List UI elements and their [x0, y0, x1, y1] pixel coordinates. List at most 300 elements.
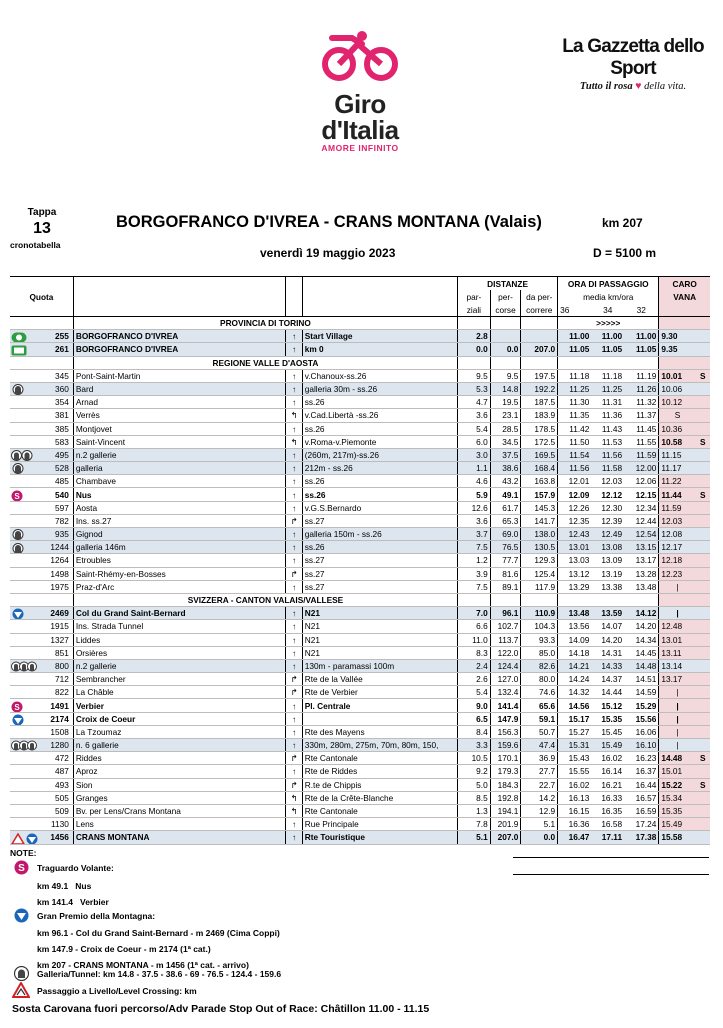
road-cell: ss.26	[302, 541, 457, 554]
covered-km: 179.3	[490, 765, 521, 778]
remaining-km: 187.5	[521, 396, 558, 409]
giro-logo	[300, 30, 420, 153]
gpm-icon	[14, 908, 29, 928]
region-extra	[558, 593, 659, 606]
table-row	[10, 488, 710, 501]
time-36: 13.48	[558, 607, 592, 620]
table-row	[10, 778, 710, 791]
quota-cell	[10, 673, 73, 686]
gazzetta-tag-b: della vita.	[644, 81, 687, 92]
time-34: 14.44	[591, 686, 624, 699]
quota-cell	[10, 633, 73, 646]
road-cell: Rte des Mayens	[302, 725, 457, 738]
caravan-marker: S	[696, 369, 710, 382]
caravan-time: 15.22	[659, 778, 696, 791]
caravan-time: 12.03	[659, 514, 696, 527]
time-34: 13.08	[591, 541, 624, 554]
quota-value: 2174	[50, 713, 69, 724]
quota-value: 1456	[50, 832, 69, 843]
direction-icon: ↑	[286, 699, 302, 712]
road-cell: Rte Touristique	[302, 831, 457, 844]
partial-km: 3.7	[458, 528, 491, 541]
direction-icon: ↱	[286, 567, 302, 580]
location-cell: Etroubles	[73, 554, 286, 567]
direction-icon: ↰	[286, 804, 302, 817]
covered-km: 37.5	[490, 448, 521, 461]
quota-cell	[10, 659, 73, 672]
caravan-marker	[696, 659, 710, 672]
parziali-header: par-	[458, 290, 491, 303]
covered-km: 124.4	[490, 659, 521, 672]
table-row	[10, 528, 710, 541]
table-row	[10, 580, 710, 593]
quota-value: 354	[55, 397, 69, 408]
quota-cell	[10, 607, 73, 620]
location-cell: n. 6 gallerie	[73, 739, 286, 752]
quota-cell	[10, 435, 73, 448]
time-34: 12.49	[591, 528, 624, 541]
time-36: 15.43	[558, 752, 592, 765]
caravan-marker: S	[696, 778, 710, 791]
svg-text:S: S	[18, 863, 25, 874]
quota-cell	[10, 369, 73, 382]
remaining-km: 145.3	[521, 501, 558, 514]
time-32: 11.45	[624, 422, 659, 435]
road-cell: Rue Principale	[302, 818, 457, 831]
location-cell: Orsières	[73, 646, 286, 659]
location-cell: Aosta	[73, 501, 286, 514]
location-cell: Nus	[73, 488, 286, 501]
location-cell: Col du Grand Saint-Bernard	[73, 607, 286, 620]
orario-header: ORA DI PASSAGGIO	[558, 277, 659, 291]
caravan-marker: S	[696, 488, 710, 501]
time-34: 11.31	[591, 396, 624, 409]
caravan-marker	[696, 739, 710, 752]
remaining-km: 59.1	[521, 712, 558, 725]
quota-cell	[10, 739, 73, 752]
region-row	[10, 593, 710, 606]
partial-km: 5.1	[458, 831, 491, 844]
partial-km: 1.2	[458, 554, 491, 567]
quota-cell	[10, 554, 73, 567]
road-cell: ss.26	[302, 488, 457, 501]
location-cell: Verbier	[73, 699, 286, 712]
time-34: 15.12	[591, 699, 624, 712]
partial-km: 5.3	[458, 382, 491, 395]
partial-km: 0.0	[458, 343, 491, 356]
caravan-marker	[696, 541, 710, 554]
time-36: 15.55	[558, 765, 592, 778]
covered-km: 77.7	[490, 554, 521, 567]
total-km: km 207	[602, 216, 643, 230]
table-row	[10, 343, 710, 356]
time-36: 15.27	[558, 725, 592, 738]
remaining-km: 14.2	[521, 791, 558, 804]
caravan-marker	[696, 475, 710, 488]
partial-km: 3.6	[458, 514, 491, 527]
time-32: 11.55	[624, 435, 659, 448]
road-cell: ss.26	[302, 422, 457, 435]
gpm-title: Gran Premio della Montagna:	[37, 911, 156, 921]
gazzetta-tag-a: Tutto il rosa	[579, 81, 633, 92]
location-cell: Bv. per Lens/Crans Montana	[73, 804, 286, 817]
partial-km: 2.8	[458, 330, 491, 343]
sprint-note-1: km 49.1 Nus	[37, 881, 92, 891]
time-34: 16.35	[591, 804, 624, 817]
covered-km: 132.4	[490, 686, 521, 699]
remaining-km: 183.9	[521, 409, 558, 422]
direction-icon: ↰	[286, 791, 302, 804]
direction-icon: ↑	[286, 607, 302, 620]
location-cell: n.2 gallerie	[73, 659, 286, 672]
caravan-time: 12.23	[659, 567, 696, 580]
tunnel-icon	[11, 463, 25, 474]
caravan-marker	[696, 514, 710, 527]
caravan-time: 15.35	[659, 804, 696, 817]
quota-value: 822	[55, 687, 69, 698]
caravan-marker	[696, 501, 710, 514]
quota-cell	[10, 343, 73, 356]
caravan-time: |	[659, 712, 696, 725]
quota-cell	[10, 831, 73, 844]
time-34: 12.39	[591, 514, 624, 527]
partial-km: 3.3	[458, 739, 491, 752]
quota-value: 1327	[50, 634, 69, 645]
media-header: media km/ora	[558, 290, 659, 303]
partial-km: 5.4	[458, 686, 491, 699]
caravan-time: |	[659, 699, 696, 712]
timetable-body	[10, 317, 710, 845]
covered-km: 141.4	[490, 699, 521, 712]
direction-icon: ↑	[286, 739, 302, 752]
quota-cell	[10, 778, 73, 791]
caravan-marker	[696, 607, 710, 620]
partial-km: 4.6	[458, 475, 491, 488]
direction-icon: ↑	[286, 620, 302, 633]
caravan-time: |	[659, 607, 696, 620]
gpm-note-3: km 207 - CRANS MONTANA - m 1456 (1ª cat. - arrivo)	[37, 960, 249, 970]
time-36: 13.56	[558, 620, 592, 633]
caravan-time: 15.49	[659, 818, 696, 831]
table-row	[10, 699, 710, 712]
remaining-km: 12.9	[521, 804, 558, 817]
caravan-time: 13.14	[659, 659, 696, 672]
quota-value: 782	[55, 515, 69, 526]
time-36: 15.31	[558, 739, 592, 752]
caravan-time: 15.01	[659, 765, 696, 778]
partial-km: 3.0	[458, 448, 491, 461]
direction-icon: ↰	[286, 409, 302, 422]
distanze-header: DISTANZE	[458, 277, 558, 291]
direction-icon: ↱	[286, 752, 302, 765]
remaining-km	[521, 330, 558, 343]
table-row	[10, 831, 710, 844]
caravan-marker	[696, 646, 710, 659]
svg-text:S: S	[14, 491, 20, 501]
covered-km: 147.9	[490, 712, 521, 725]
covered-km: 102.7	[490, 620, 521, 633]
remaining-km: 130.5	[521, 541, 558, 554]
sprint-icon	[11, 701, 23, 712]
caravan-time: 12.18	[659, 554, 696, 567]
time-32: 16.06	[624, 725, 659, 738]
time-34: 16.21	[591, 778, 624, 791]
remaining-km: 27.7	[521, 765, 558, 778]
sprint-icon	[14, 860, 29, 880]
caravan-time: 14.48	[659, 752, 696, 765]
direction-icon: ↑	[286, 422, 302, 435]
quota-value: 345	[55, 370, 69, 381]
time-34: 12.12	[591, 488, 624, 501]
percorse-header: per-	[490, 290, 521, 303]
quota-cell	[10, 422, 73, 435]
partial-km: 11.0	[458, 633, 491, 646]
remaining-km: 172.5	[521, 435, 558, 448]
time-36: 11.25	[558, 382, 592, 395]
location-cell: La Tzoumaz	[73, 725, 286, 738]
quota-header: Quota	[29, 291, 54, 302]
caravan-time: 13.11	[659, 646, 696, 659]
region-name: REGIONE VALLE D'AOSTA	[73, 356, 457, 369]
location-cell: n.2 gallerie	[73, 448, 286, 461]
direction-icon: ↱	[286, 673, 302, 686]
time-34: 14.37	[591, 673, 624, 686]
time-36: 16.02	[558, 778, 592, 791]
table-row	[10, 712, 710, 725]
road-cell: ss.26	[302, 396, 457, 409]
covered-km: 38.6	[490, 462, 521, 475]
location-cell: Bard	[73, 382, 286, 395]
table-row	[10, 765, 710, 778]
caravan-time: S	[659, 409, 696, 422]
covered-km: 34.5	[490, 435, 521, 448]
caravan-marker	[696, 409, 710, 422]
time-36: 16.36	[558, 818, 592, 831]
quota-cell	[10, 330, 73, 343]
quota-cell	[10, 686, 73, 699]
parziali-header-2: ziali	[458, 303, 491, 317]
table-row	[10, 673, 710, 686]
quota-cell	[10, 791, 73, 804]
table-row	[10, 752, 710, 765]
caravan-time: 15.58	[659, 831, 696, 844]
double-tunnel-icon	[11, 450, 33, 461]
time-36: 11.18	[558, 369, 592, 382]
location-cell: Liddes	[73, 633, 286, 646]
table-row	[10, 462, 710, 475]
caravan-marker	[696, 804, 710, 817]
covered-km: 207.0	[490, 831, 521, 844]
time-34: 16.33	[591, 791, 624, 804]
partial-km: 2.6	[458, 673, 491, 686]
tappa-label: Tappa	[27, 207, 57, 218]
km0-icon	[11, 345, 27, 356]
location-cell: Aproz	[73, 765, 286, 778]
time-36: 13.29	[558, 580, 592, 593]
table-row	[10, 330, 710, 343]
location-cell: Chambave	[73, 475, 286, 488]
direction-icon: ↑	[286, 580, 302, 593]
partial-km: 6.6	[458, 620, 491, 633]
time-32: 15.29	[624, 699, 659, 712]
level-crossing-note: Passaggio a Livello/Level Crossing: km	[37, 986, 197, 996]
speed-32-header: 32	[636, 304, 646, 315]
partial-km: 8.5	[458, 791, 491, 804]
location-cell: CRANS MONTANA	[73, 831, 286, 844]
mountain-gpm-icon	[11, 714, 25, 725]
time-36: 11.35	[558, 409, 592, 422]
time-32: 14.51	[624, 673, 659, 686]
partial-km: 9.0	[458, 699, 491, 712]
location-cell: Gignod	[73, 528, 286, 541]
quota-value: 528	[55, 463, 69, 474]
caravan-marker	[696, 791, 710, 804]
time-34: 13.59	[591, 607, 624, 620]
location-cell: Montjovet	[73, 422, 286, 435]
quota-value: 1244	[50, 542, 69, 553]
remaining-km: 178.5	[521, 422, 558, 435]
location-cell: Praz-d'Arc	[73, 580, 286, 593]
table-row	[10, 739, 710, 752]
road-cell: 130m - paramassi 100m	[302, 659, 457, 672]
remaining-km: 163.8	[521, 475, 558, 488]
road-cell: Rte Cantonale	[302, 804, 457, 817]
road-cell: ss.27	[302, 580, 457, 593]
covered-km: 113.7	[490, 633, 521, 646]
time-34: 17.11	[591, 831, 624, 844]
region-name: SVIZZERA - CANTON VALAIS/VALLESE	[73, 593, 457, 606]
caravan-marker	[696, 633, 710, 646]
gpm-note-2: km 147.9 - Croix de Coeur - m 2174 (1ª cat.)	[37, 944, 211, 954]
time-32: 16.57	[624, 791, 659, 804]
quota-cell	[10, 580, 73, 593]
partial-km: 10.5	[458, 752, 491, 765]
quota-value: 935	[55, 529, 69, 540]
quota-cell	[10, 567, 73, 580]
quota-cell	[10, 725, 73, 738]
caravan-time: 10.58	[659, 435, 696, 448]
caravan-time: 11.15	[659, 448, 696, 461]
quota-cell	[10, 646, 73, 659]
quota-value: 1280	[50, 740, 69, 751]
direction-icon: ↑	[286, 462, 302, 475]
caravan-marker	[696, 712, 710, 725]
caravan-time: |	[659, 739, 696, 752]
location-cell: BORGOFRANCO D'IVREA	[73, 330, 286, 343]
caravan-marker	[696, 554, 710, 567]
table-row	[10, 448, 710, 461]
direction-icon: ↑	[286, 831, 302, 844]
quota-cell	[10, 541, 73, 554]
time-32: 16.10	[624, 739, 659, 752]
remaining-km: 65.6	[521, 699, 558, 712]
quota-cell	[10, 382, 73, 395]
remaining-km: 110.9	[521, 607, 558, 620]
road-cell: km 0	[302, 343, 457, 356]
caravan-marker	[696, 396, 710, 409]
notes-rule-2	[513, 874, 709, 875]
triple-tunnel-icon	[11, 740, 37, 751]
tunnel-note: Galleria/Tunnel: km 14.8 - 37.5 - 38.6 - 69 - 76.5 - 124.4 - 159.6	[37, 969, 282, 979]
time-34: 14.33	[591, 659, 624, 672]
percorse-header-2: corse	[490, 303, 521, 317]
location-cell: La Châble	[73, 686, 286, 699]
table-row	[10, 409, 710, 422]
road-cell: 330m, 280m, 275m, 70m, 80m, 150,	[302, 739, 457, 752]
table-row	[10, 382, 710, 395]
table-row	[10, 435, 710, 448]
caravan-time: 13.01	[659, 633, 696, 646]
quota-cell	[10, 699, 73, 712]
quota-value: 597	[55, 502, 69, 513]
time-36: 12.26	[558, 501, 592, 514]
dapercorrere-header-2: correre	[521, 303, 558, 317]
time-32: 13.15	[624, 541, 659, 554]
quota-cell	[10, 501, 73, 514]
caravan-time: 11.59	[659, 501, 696, 514]
partial-km: 7.0	[458, 607, 491, 620]
caravan-time: 12.17	[659, 541, 696, 554]
caravan-marker	[696, 382, 710, 395]
direction-icon: ↑	[286, 541, 302, 554]
caravan-marker	[696, 567, 710, 580]
direction-icon: ↰	[286, 435, 302, 448]
remaining-km: 50.7	[521, 725, 558, 738]
location-cell: Granges	[73, 791, 286, 804]
location-cell: Lens	[73, 818, 286, 831]
tappa-number: 13	[33, 220, 51, 237]
partial-km: 6.5	[458, 712, 491, 725]
table-row	[10, 541, 710, 554]
time-34: 11.36	[591, 409, 624, 422]
time-34: 12.30	[591, 501, 624, 514]
direction-icon: ↑	[286, 818, 302, 831]
covered-km: 9.5	[490, 369, 521, 382]
caravan-time: |	[659, 686, 696, 699]
table-row	[10, 607, 710, 620]
location-cell: Arnad	[73, 396, 286, 409]
time-34: 14.20	[591, 633, 624, 646]
direction-icon: ↑	[286, 396, 302, 409]
level-crossing-icon	[12, 982, 30, 1003]
covered-km	[490, 330, 521, 343]
road-cell: Rte de Riddes	[302, 765, 457, 778]
sprint-title: Traguardo Volante:	[37, 863, 114, 873]
table-row	[10, 567, 710, 580]
notes-rule-1	[513, 857, 709, 858]
partial-km: 4.7	[458, 396, 491, 409]
remaining-km: 47.4	[521, 739, 558, 752]
time-34: 13.19	[591, 567, 624, 580]
quota-value: 712	[55, 674, 69, 685]
road-cell: ss.27	[302, 567, 457, 580]
time-34: 11.25	[591, 382, 624, 395]
quota-value: 800	[55, 660, 69, 671]
time-34: 14.07	[591, 620, 624, 633]
quota-cell	[10, 712, 73, 725]
covered-km: 69.0	[490, 528, 521, 541]
time-36: 12.43	[558, 528, 592, 541]
stage-date: venerdì 19 maggio 2023	[260, 246, 396, 260]
caravan-time: 10.01	[659, 369, 696, 382]
time-36: 14.21	[558, 659, 592, 672]
time-34: 16.02	[591, 752, 624, 765]
remaining-km: 168.4	[521, 462, 558, 475]
start-icon	[11, 332, 27, 343]
remaining-km: 5.1	[521, 818, 558, 831]
covered-km: 81.6	[490, 567, 521, 580]
remaining-km: 93.3	[521, 633, 558, 646]
